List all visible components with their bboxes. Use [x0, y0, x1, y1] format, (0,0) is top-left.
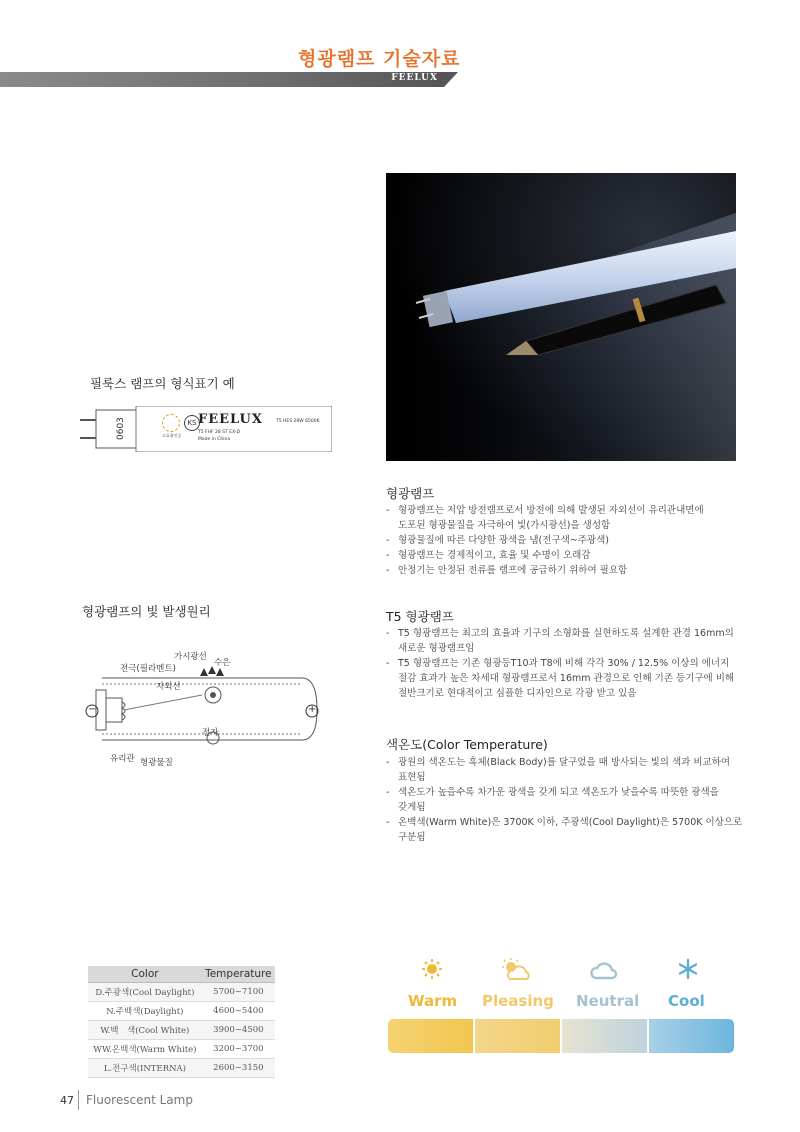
- fluorescent-bullets: [386, 503, 746, 578]
- scale-segment-pleasing: [475, 1019, 562, 1053]
- label-glass: 유리관: [110, 754, 135, 764]
- label-electron: 전자: [202, 728, 219, 738]
- table-header-row: [88, 966, 275, 983]
- sun-icon: [421, 958, 443, 980]
- cloud-icon: [590, 960, 618, 980]
- header-brand: FEELUX: [391, 73, 438, 83]
- table-row: [88, 983, 275, 1002]
- t5-title: T5 형광램프: [386, 609, 454, 624]
- list-item: - 형광램프는 경제적이고, 효율 및 수명이 오래감: [386, 548, 746, 563]
- scale-label-warm: Warm: [408, 992, 458, 1010]
- table-row: [88, 1040, 275, 1059]
- lamp-code: 0603: [116, 417, 126, 441]
- table-cell: 5700~7100: [202, 983, 275, 1002]
- table-cell: WW.온백색(Warm White): [88, 1040, 202, 1059]
- lamp-spec-line1: T5 FHF 28 ST EX-D: [198, 430, 241, 435]
- list-item: - T5 형광램프는 최고의 효율과 기구의 소형화를 실현하도록 설계한 관경 16mm의 새로운 형광램프임: [386, 626, 761, 656]
- ks-cert-icon: KS: [184, 415, 200, 431]
- scale-segment-cool: [649, 1019, 734, 1053]
- list-item: - 색온도가 높을수록 차가운 광색을 갖게 되고 색온도가 낮을수록 따뜻한 광색을 갖게됨: [386, 785, 746, 815]
- scale-segment-neutral: [562, 1019, 649, 1053]
- list-item: - 형광램프는 저압 방전램프로서 방전에 의해 발생된 자외선이 유리관내면에 도포된 형광물질을 자극하여 빛(가시광선)을 생성함: [386, 503, 746, 533]
- list-item: - 안정기는 안정된 전류를 램프에 공급하기 위하여 필요함: [386, 563, 746, 578]
- label-electrode: 전극(필라멘트): [120, 664, 176, 674]
- fluorescent-title: 형광램프: [386, 486, 435, 501]
- table-row: [88, 1021, 275, 1040]
- table-row: [88, 1059, 275, 1078]
- footer-title: Fluorescent Lamp: [86, 1093, 193, 1107]
- table-cell: D.주광색(Cool Daylight): [88, 983, 202, 1002]
- list-item: - 온백색(Warm White)은 3700K 이하, 주광색(Cool Daylight)은 5700K 이상으로 구분됨: [386, 815, 746, 845]
- cert-label: 고효율인증: [162, 433, 182, 438]
- product-photo: [386, 173, 736, 461]
- list-item: - 광원의 색온도는 흑체(Black Body)를 달구었을 때 방사되는 빛의 색과 비교하여 표현됨: [386, 755, 746, 785]
- principle-diagram: [82, 648, 332, 773]
- snowflake-icon: [677, 958, 699, 980]
- table-cell: 3200~3700: [202, 1040, 275, 1059]
- list-item: - T5 형광램프는 기존 형광등T10과 T8에 비해 각각 30% / 12.5% 이상의 에너지 절감 효과가 높은 차세대 형광램프로서 16mm 관경으로 인해 기존 등기구에 비해 절반크기로 현대적이고 심플한 디자인으로 각광 받고 있음: [386, 656, 761, 701]
- table-cell: N.주백색(Daylight): [88, 1002, 202, 1021]
- lamp-label-title: 필룩스 램프의 형식표기 예: [90, 376, 235, 391]
- label-uv: 자외선: [156, 682, 181, 692]
- lamp-label-diagram: [80, 406, 332, 452]
- page-title: 형광램프 기술자료: [298, 48, 461, 70]
- page-number: 47: [60, 1094, 74, 1107]
- label-mercury: 수은: [214, 658, 231, 668]
- color-temperature-table: [88, 966, 275, 1078]
- table-cell: 2600~3150: [202, 1059, 275, 1078]
- color-temp-bullets: [386, 755, 746, 845]
- table-cell: 4600~5400: [202, 1002, 275, 1021]
- label-visible: 가시광선: [174, 652, 207, 662]
- color-temp-title: 색온도(Color Temperature): [386, 737, 548, 752]
- t5-bullets: [386, 626, 761, 701]
- table-cell: W.백 색(Cool White): [88, 1021, 202, 1040]
- lamp-spec-line2: Made in China: [198, 437, 231, 442]
- color-temperature-bar: [388, 1019, 734, 1053]
- sun-cloud-icon: [498, 957, 532, 983]
- principle-title: 형광램프의 빛 발생원리: [82, 604, 211, 619]
- plus-terminal: +: [308, 704, 317, 715]
- scale-label-cool: Cool: [668, 992, 705, 1010]
- list-item: - 형광물질에 따른 다양한 광색을 냄(전구색~주광색): [386, 533, 746, 548]
- lamp-pen-illustration: [386, 173, 736, 461]
- lamp-brand: FEELUX: [198, 412, 263, 427]
- table-row: [88, 1002, 275, 1021]
- table-header: Color: [88, 966, 202, 983]
- scale-segment-warm: [388, 1019, 475, 1053]
- table-header: Temperature: [202, 966, 275, 983]
- label-phosphor: 형광물질: [140, 758, 173, 768]
- scale-label-neutral: Neutral: [576, 992, 640, 1010]
- scale-label-pleasing: Pleasing: [482, 992, 554, 1010]
- efficiency-cert-icon: [162, 414, 180, 432]
- minus-terminal: −: [88, 704, 97, 715]
- lamp-spec-right: T5 HES 28W 6500K: [276, 419, 320, 424]
- header-bar: [0, 72, 444, 87]
- table-cell: 3900~4500: [202, 1021, 275, 1040]
- footer-divider: [78, 1090, 79, 1110]
- table-cell: L.전구색(INTERNA): [88, 1059, 202, 1078]
